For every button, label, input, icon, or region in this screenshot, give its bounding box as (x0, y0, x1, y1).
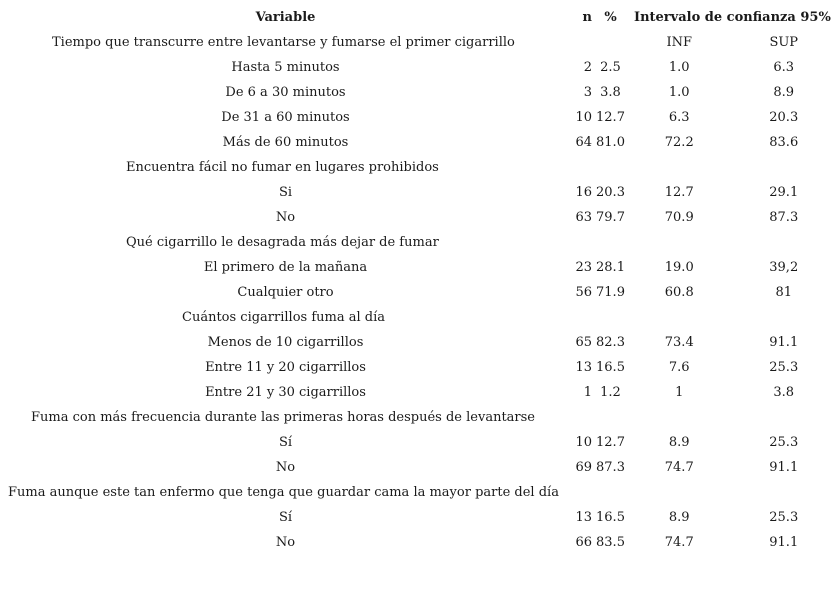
row-ci-sup: 3.8 (773, 385, 795, 400)
row-ci-sup: 87.3 (769, 210, 799, 225)
section-row (0, 405, 836, 430)
inf-header: INF (666, 35, 693, 50)
row-n: 16 (575, 185, 592, 200)
table-row (0, 80, 836, 105)
sup-header (732, 405, 837, 430)
row-ci-inf: 6.3 (668, 110, 690, 125)
sup-header (732, 230, 837, 255)
row-label: No (275, 210, 296, 225)
table-row (0, 105, 836, 130)
row-ci-sup: 83.6 (769, 135, 799, 150)
row-n: 64 (575, 135, 592, 150)
table-row (0, 380, 836, 405)
row-n: 66 (575, 535, 592, 550)
table-row (0, 455, 836, 480)
table-row (0, 180, 836, 205)
section-pct-empty (594, 230, 627, 255)
table-row (0, 55, 836, 80)
row-percent: 12.7 (596, 110, 625, 125)
header-row (0, 5, 836, 30)
row-label: Entre 11 y 20 cigarrillos (205, 360, 366, 375)
row-ci-sup: 25.3 (769, 360, 799, 375)
section-n-empty (571, 230, 594, 255)
row-n: 13 (575, 510, 592, 525)
row-ci-sup: 91.1 (769, 460, 799, 475)
row-label: Sí (278, 435, 293, 450)
sup-header: SUP (769, 35, 799, 50)
row-ci-sup: 91.1 (769, 535, 799, 550)
section-pct-empty (594, 405, 627, 430)
row-percent: 83.5 (596, 535, 625, 550)
row-ci-sup: 8.9 (773, 85, 795, 100)
section-title: Fuma aunque este tan enfermo que tenga que guardar cama la mayor parte del día (8, 485, 559, 500)
row-percent: 81.0 (596, 135, 625, 150)
section-row (0, 480, 836, 505)
section-pct-empty (594, 480, 627, 505)
section-pct-empty (594, 155, 627, 180)
sup-header (732, 155, 837, 180)
sup-header (732, 305, 837, 330)
section-n-empty (571, 155, 594, 180)
table-row (0, 280, 836, 305)
row-n: 23 (575, 260, 592, 275)
row-n: 10 (575, 435, 592, 450)
inf-header (627, 230, 732, 255)
section-row (0, 155, 836, 180)
inf-header (627, 405, 732, 430)
row-n: 3 (583, 85, 592, 100)
section-title: Cuántos cigarrillos fuma al día (182, 310, 386, 325)
row-ci-inf: 8.9 (668, 435, 690, 450)
smoking-stats-table (0, 5, 836, 555)
row-ci-inf: 1.0 (668, 85, 690, 100)
row-n: 63 (575, 210, 592, 225)
table-row (0, 530, 836, 555)
row-percent: 20.3 (596, 185, 625, 200)
row-percent: 2.5 (600, 60, 621, 75)
row-label: No (275, 535, 296, 550)
row-ci-inf: 19.0 (664, 260, 694, 275)
row-ci-inf: 7.6 (668, 360, 690, 375)
row-label: De 31 a 60 minutos (221, 110, 350, 125)
row-ci-inf: 73.4 (664, 335, 694, 350)
table-row (0, 255, 836, 280)
row-ci-sup: 29.1 (769, 185, 799, 200)
section-row (0, 230, 836, 255)
row-ci-sup: 39,2 (769, 260, 799, 275)
row-ci-sup: 20.3 (769, 110, 799, 125)
row-label: Más de 60 minutos (222, 135, 349, 150)
row-label: Si (278, 185, 293, 200)
section-n-empty (571, 480, 594, 505)
row-percent: 79.7 (596, 210, 625, 225)
row-ci-sup: 91.1 (769, 335, 799, 350)
row-ci-sup: 25.3 (769, 510, 799, 525)
section-title: Qué cigarrillo le desagrada más dejar de fumar (126, 235, 439, 250)
sup-header (732, 480, 837, 505)
row-n: 65 (575, 335, 592, 350)
header-n: n (582, 10, 592, 25)
row-percent: 16.5 (596, 360, 625, 375)
header-variable: Variable (255, 10, 316, 25)
inf-header (627, 480, 732, 505)
section-title: Fuma con más frecuencia durante las primeras horas después de levantarse (31, 410, 535, 425)
row-ci-inf: 60.8 (664, 285, 694, 300)
row-percent: 3.8 (600, 85, 621, 100)
section-title: Tiempo que transcurre entre levantarse y fumarse el primer cigarrillo (52, 35, 515, 50)
row-ci-inf: 1.0 (668, 60, 690, 75)
section-title: Encuentra fácil no fumar en lugares prohibidos (126, 160, 439, 175)
inf-header (627, 155, 732, 180)
row-percent: 12.7 (596, 435, 625, 450)
row-ci-inf: 1 (675, 385, 684, 400)
row-percent: 28.1 (596, 260, 625, 275)
table-row (0, 205, 836, 230)
row-n: 10 (575, 110, 592, 125)
row-label: Hasta 5 minutos (231, 60, 340, 75)
row-percent: 71.9 (596, 285, 625, 300)
row-label: De 6 a 30 minutos (225, 85, 346, 100)
row-label: Cualquier otro (237, 285, 334, 300)
row-label: No (275, 460, 296, 475)
row-n: 1 (583, 385, 592, 400)
table-row (0, 505, 836, 530)
row-n: 56 (575, 285, 592, 300)
row-label: Sí (278, 510, 293, 525)
row-n: 13 (575, 360, 592, 375)
section-pct-empty (594, 305, 627, 330)
row-percent: 16.5 (596, 510, 625, 525)
section-pct-empty (594, 30, 627, 55)
row-n: 69 (575, 460, 592, 475)
table-row (0, 130, 836, 155)
section-n-empty (571, 305, 594, 330)
row-ci-inf: 74.7 (664, 460, 694, 475)
table-row (0, 355, 836, 380)
table-row (0, 330, 836, 355)
row-ci-sup: 25.3 (769, 435, 799, 450)
row-percent: 82.3 (596, 335, 625, 350)
section-row (0, 305, 836, 330)
table-body (0, 30, 836, 555)
inf-header (627, 305, 732, 330)
row-label: El primero de la mañana (203, 260, 368, 275)
row-ci-inf: 70.9 (664, 210, 694, 225)
row-ci-sup: 6.3 (773, 60, 795, 75)
row-ci-inf: 74.7 (664, 535, 694, 550)
row-percent: 87.3 (596, 460, 625, 475)
row-ci-sup: 81 (775, 285, 793, 300)
section-n-empty (571, 405, 594, 430)
row-ci-inf: 72.2 (664, 135, 694, 150)
row-n: 2 (583, 60, 592, 75)
section-n-empty (571, 30, 594, 55)
row-ci-inf: 12.7 (664, 185, 694, 200)
header-percent: % (604, 10, 617, 25)
row-label: Entre 21 y 30 cigarrillos (205, 385, 366, 400)
section-row (0, 30, 836, 55)
header-confidence-interval: Intervalo de confianza 95% (634, 10, 831, 25)
row-percent: 1.2 (600, 385, 621, 400)
row-label: Menos de 10 cigarrillos (207, 335, 364, 350)
row-ci-inf: 8.9 (668, 510, 690, 525)
table-row (0, 430, 836, 455)
